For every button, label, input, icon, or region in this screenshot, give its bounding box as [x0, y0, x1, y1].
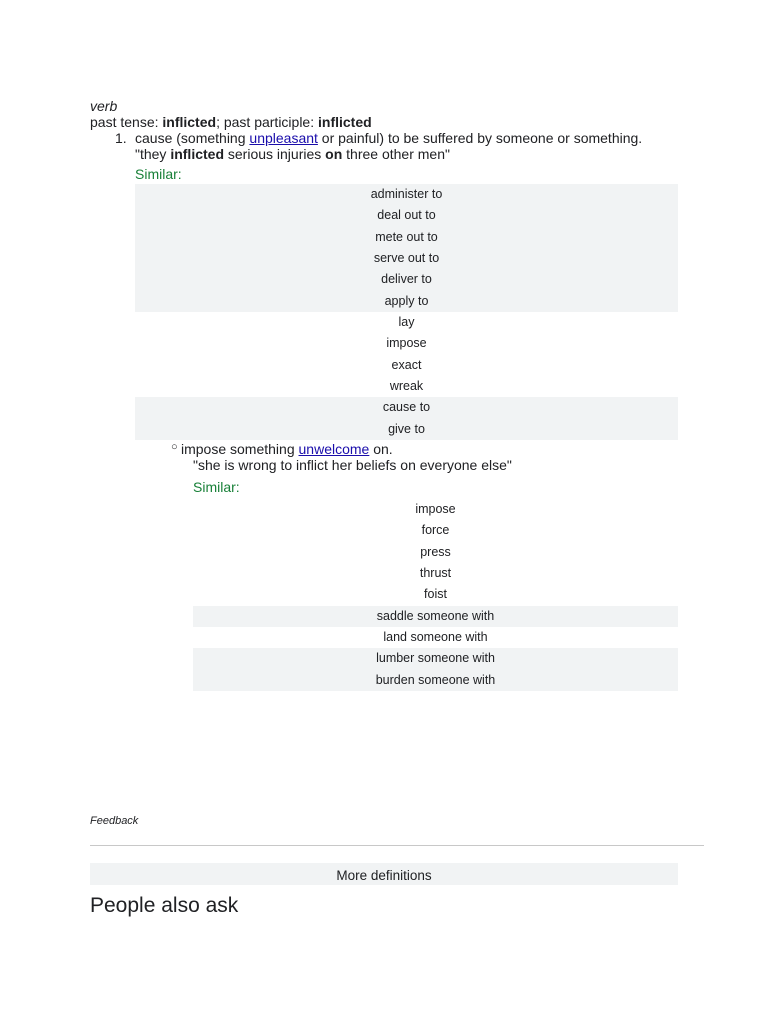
definition-text: on. [369, 441, 393, 457]
past-tense-label: past tense: [90, 114, 163, 130]
synonym-item[interactable]: serve out to [135, 248, 678, 269]
example-text: serious injuries [224, 146, 326, 162]
feedback-link[interactable]: Feedback [90, 815, 139, 827]
synonym-item[interactable]: deal out to [135, 205, 678, 226]
more-definitions-button[interactable]: More definitions [90, 863, 678, 885]
synonym-item[interactable]: land someone with [383, 629, 488, 644]
sense-1-definition [135, 130, 642, 146]
divider [90, 845, 704, 846]
people-also-ask-heading: People also ask [90, 894, 239, 917]
sense-1a-definition [181, 441, 393, 457]
synonym-item[interactable]: give to [135, 419, 678, 440]
synonym-item[interactable]: thrust [419, 565, 452, 580]
part-of-speech: verb [90, 98, 118, 114]
definition-link-unpleasant[interactable]: unpleasant [249, 130, 318, 146]
past-tense-value: inflicted [162, 114, 217, 130]
synonym-item[interactable]: foist [424, 587, 447, 602]
example-bold: on [325, 146, 343, 162]
synonym-item[interactable]: force [421, 523, 450, 538]
synonym-item[interactable]: saddle someone with [193, 606, 678, 627]
sense-number: 1. [115, 130, 127, 146]
synonym-item[interactable]: press [420, 544, 451, 559]
example-text: three other men" [342, 146, 450, 162]
synonym-item[interactable]: lay [398, 314, 415, 329]
synonym-item[interactable]: exact [391, 357, 422, 372]
similar-label: Similar: [193, 479, 240, 495]
past-participle-value: inflicted [318, 114, 372, 130]
synonym-item[interactable]: wreak [389, 378, 424, 393]
verb-forms [90, 114, 372, 130]
example-bold: inflicted [170, 146, 224, 162]
sense-1-example [135, 146, 450, 162]
synonym-item[interactable]: impose [415, 502, 456, 516]
synonym-item[interactable]: cause to [135, 397, 678, 418]
example-text: "they [135, 146, 171, 162]
synonym-item[interactable]: lumber someone with [193, 648, 678, 669]
definition-text: impose something [181, 441, 299, 457]
synonym-item[interactable]: mete out to [135, 227, 678, 248]
synonym-item[interactable]: deliver to [135, 269, 678, 290]
similar-label: Similar: [135, 166, 182, 182]
synonym-item[interactable]: administer to [135, 184, 678, 205]
definition-text: cause (something [135, 130, 250, 146]
synonym-list-1 [135, 184, 678, 440]
synonym-item[interactable]: impose [386, 336, 427, 351]
sub-sense-bullet: ○ [171, 441, 178, 453]
definition-link-unwelcome[interactable]: unwelcome [298, 441, 370, 457]
definition-text: or painful) to be suffered by someone or something. [317, 130, 643, 146]
past-participle-label: ; past participle: [216, 114, 318, 130]
synonym-item[interactable]: burden someone with [193, 670, 678, 691]
sense-1a-example: "she is wrong to inflict her beliefs on everyone else" [193, 457, 512, 473]
synonym-list-2 [193, 499, 678, 691]
synonym-item[interactable]: apply to [135, 291, 678, 312]
